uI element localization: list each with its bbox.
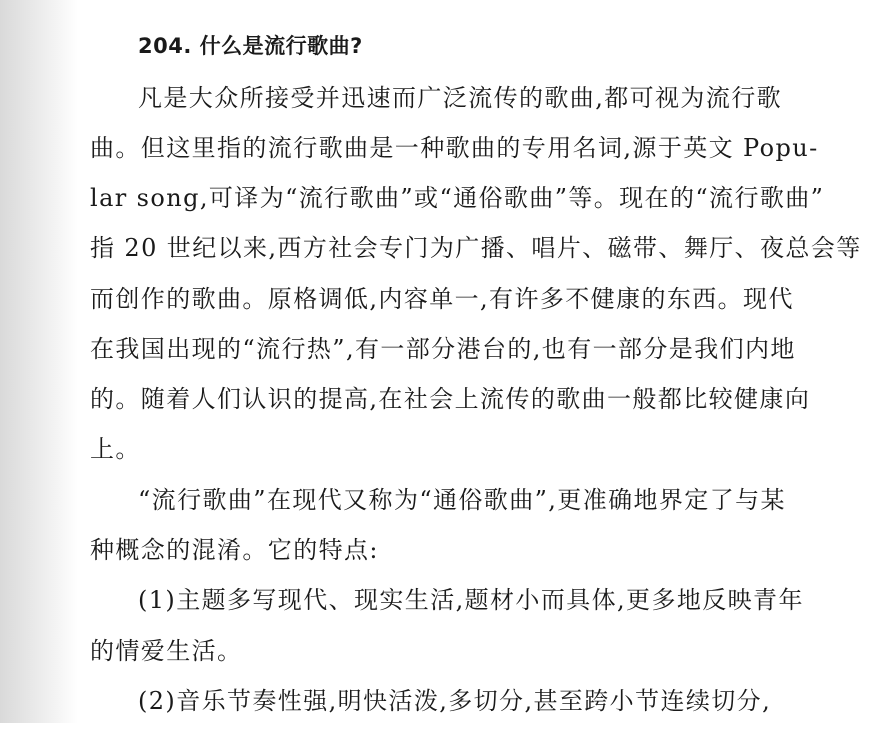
paragraph-line: “流行歌曲”在现代又称为“通俗歌曲”,更准确地界定了与某 <box>138 486 786 514</box>
paragraph-line: lar song,可译为“流行歌曲”或“通俗歌曲”等。现在的“流行歌曲” <box>90 184 825 212</box>
paragraph-line: 曲。但这里指的流行歌曲是一种歌曲的专用名词,源于英文 Popu- <box>90 134 819 162</box>
paragraph-line: 凡是大众所接受并迅速而广泛流传的歌曲,都可视为流行歌 <box>138 84 783 112</box>
paragraph-line: 上。 <box>90 435 141 463</box>
page-gutter-shadow <box>0 0 78 739</box>
paragraph-line: 种概念的混淆。它的特点: <box>90 536 379 564</box>
list-item-line: 的情爱生活。 <box>90 637 243 665</box>
paragraph-line: 的。随着人们认识的提高,在社会上流传的歌曲一般都比较健康向 <box>90 385 811 413</box>
list-item-line: (1)主题多写现代、现实生活,题材小而具体,更多地反映青年 <box>138 586 804 614</box>
section-title: 204. 什么是流行歌曲? <box>138 34 363 58</box>
book-page <box>78 0 870 739</box>
page-bottom-edge <box>0 723 870 739</box>
paragraph-line: 指 20 世纪以来,西方社会专门为广播、唱片、磁带、舞厅、夜总会等 <box>90 234 862 262</box>
paragraph-line: 在我国出现的“流行热”,有一部分港台的,也有一部分是我们内地 <box>90 335 796 363</box>
paragraph-line: 而创作的歌曲。原格调低,内容单一,有许多不健康的东西。现代 <box>90 285 794 313</box>
list-item-line: (2)音乐节奏性强,明快活泼,多切分,甚至跨小节连续切分, <box>138 687 772 715</box>
